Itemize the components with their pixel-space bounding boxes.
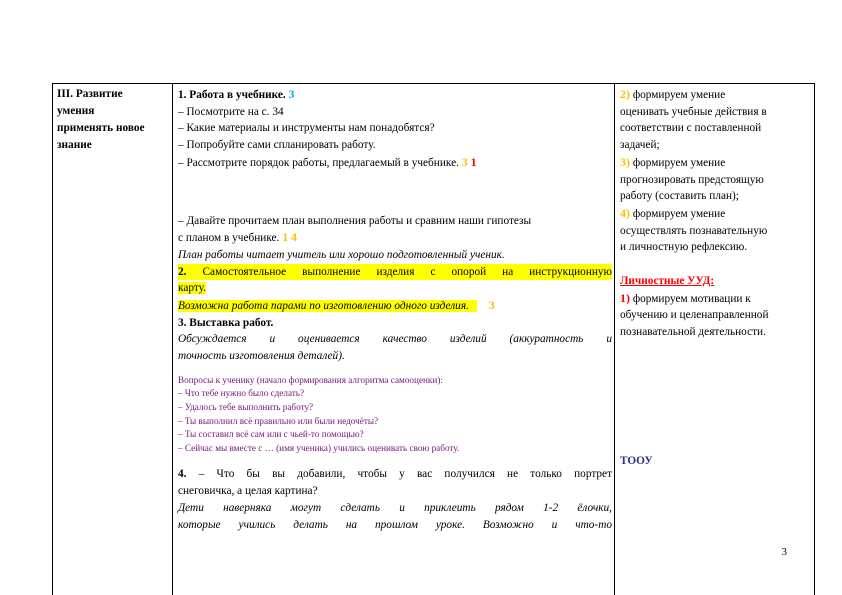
- mark-4: 4: [291, 230, 298, 245]
- item-text: формируем умение: [632, 207, 726, 220]
- tooy-label: ТООУ: [620, 454, 653, 467]
- stage-line: применять новое: [57, 122, 145, 134]
- question-line: Вопросы к ученику (начало формирования алгоритма самооценки):: [178, 374, 443, 385]
- item-text: формируем мотивации к: [632, 292, 751, 305]
- question-line: – Удалось тебе выполнить работу?: [178, 402, 314, 413]
- task2-text: Самостоятельное выполнение изделия с опорой на инструкционную: [202, 265, 612, 278]
- read-plan-line: [178, 229, 612, 247]
- table-right-border: [814, 83, 815, 595]
- mark-3: 3: [488, 298, 495, 313]
- uud-line: оценивать учебные действия в: [620, 105, 767, 118]
- uud-line: работу (составить план);: [620, 190, 739, 203]
- activities-cell: [178, 86, 612, 533]
- mark-3: 3: [461, 154, 468, 169]
- stage-line: умения: [57, 105, 95, 117]
- column-divider-1: [172, 83, 173, 595]
- column-divider-2: [614, 83, 615, 595]
- task4-line: которые учились делать на прошлом уроке. Возможно и что-то: [178, 518, 612, 531]
- teacher-note: План работы читает учитель или хорошо подготовленный ученик.: [178, 248, 505, 261]
- task1-heading: [178, 86, 612, 104]
- task1-line: – Попробуйте сами спланировать работу.: [178, 139, 376, 152]
- table-left-border: [52, 83, 53, 595]
- item-number: 4): [620, 205, 630, 220]
- pair-work-label: Возможна работа парами по изготовлению одного изделия.: [178, 300, 469, 313]
- pair-work-text: [178, 300, 477, 312]
- task4-line: Дети наверняка могут сделать и приклеить рядом 1-2 ёлочки,: [178, 501, 612, 514]
- uud-item: [620, 154, 808, 172]
- uud-line: соответствии с поставленной: [620, 122, 762, 135]
- uud-line: познавательной деятельности.: [620, 326, 766, 339]
- question-line: – Что тебе нужно было сделать?: [178, 388, 305, 399]
- read-plan-text: с планом в учебнике.: [178, 232, 280, 245]
- item-number: 2): [620, 87, 630, 101]
- item-text: формируем умение: [632, 89, 726, 101]
- stage-cell: [57, 86, 169, 154]
- question-line: – Ты составил всё сам или с чьей-то помощью?: [178, 429, 364, 440]
- task2-block: [178, 264, 612, 281]
- task3-line: Обсуждается и оценивается качество изделий (аккуратность и: [178, 333, 612, 346]
- task1-line: [178, 154, 612, 172]
- stage-line: знание: [57, 139, 92, 151]
- personal-uud-heading: Личностные УУД:: [620, 275, 715, 288]
- uud-line: обучению и целенаправленной: [620, 309, 769, 322]
- self-assessment-questions: [178, 374, 612, 456]
- task2-line: [178, 264, 612, 281]
- table-top-border: [52, 83, 815, 84]
- task2-line: [178, 280, 612, 297]
- question-line: – Сейчас мы вместе с … (имя ученика) учились оценивать свою работу.: [178, 442, 460, 453]
- uud-line: задачей;: [620, 139, 660, 152]
- page-number: 3: [781, 546, 787, 558]
- item-number: 3): [620, 154, 630, 169]
- stage-line: III. Развитие: [57, 88, 123, 100]
- question-line: – Ты выполнил всё правильно или были недочёты?: [178, 415, 379, 426]
- mark-1: 1: [470, 154, 477, 169]
- task3-title: 3. Выставка работ.: [178, 316, 274, 329]
- item-number: 1): [620, 290, 630, 305]
- task4-text: – Что бы вы добавили, чтобы у вас получился не только портрет: [198, 468, 613, 481]
- pair-work-line: [178, 297, 612, 315]
- item-text: формируем умение: [632, 156, 726, 169]
- task4-line: [178, 466, 612, 483]
- task1-line: – Какие материалы и инструменты нам понадобятся?: [178, 122, 435, 135]
- task4-line: снеговичка, а целая картина?: [178, 485, 318, 498]
- read-plan-line: – Давайте прочитаем план выполнения работы и сравним наши гипотезы: [178, 214, 532, 227]
- task2-number: 2.: [178, 265, 187, 278]
- task1-title: 1. Работа в учебнике.: [178, 89, 286, 101]
- task1-mark: 3: [288, 87, 295, 101]
- task3-line: точность изготовления деталей).: [178, 350, 345, 363]
- uud-line: осуществлять познавательную: [620, 224, 768, 237]
- uud-item: [620, 205, 808, 223]
- task1-line-text: – Рассмотрите порядок работы, предлагаемый в учебнике.: [178, 156, 459, 169]
- uud-cell: [620, 86, 808, 470]
- uud-item: [620, 86, 808, 104]
- uud-line: прогнозировать предстоящую: [620, 173, 764, 186]
- task1-line: – Посмотрите на с. 34: [178, 105, 284, 118]
- uud-line: и личностную рефлексию.: [620, 241, 748, 254]
- task4-number: 4.: [178, 468, 187, 481]
- task2-text: карту.: [178, 282, 206, 295]
- mark-1: 1: [282, 230, 289, 245]
- uud-item: [620, 290, 808, 308]
